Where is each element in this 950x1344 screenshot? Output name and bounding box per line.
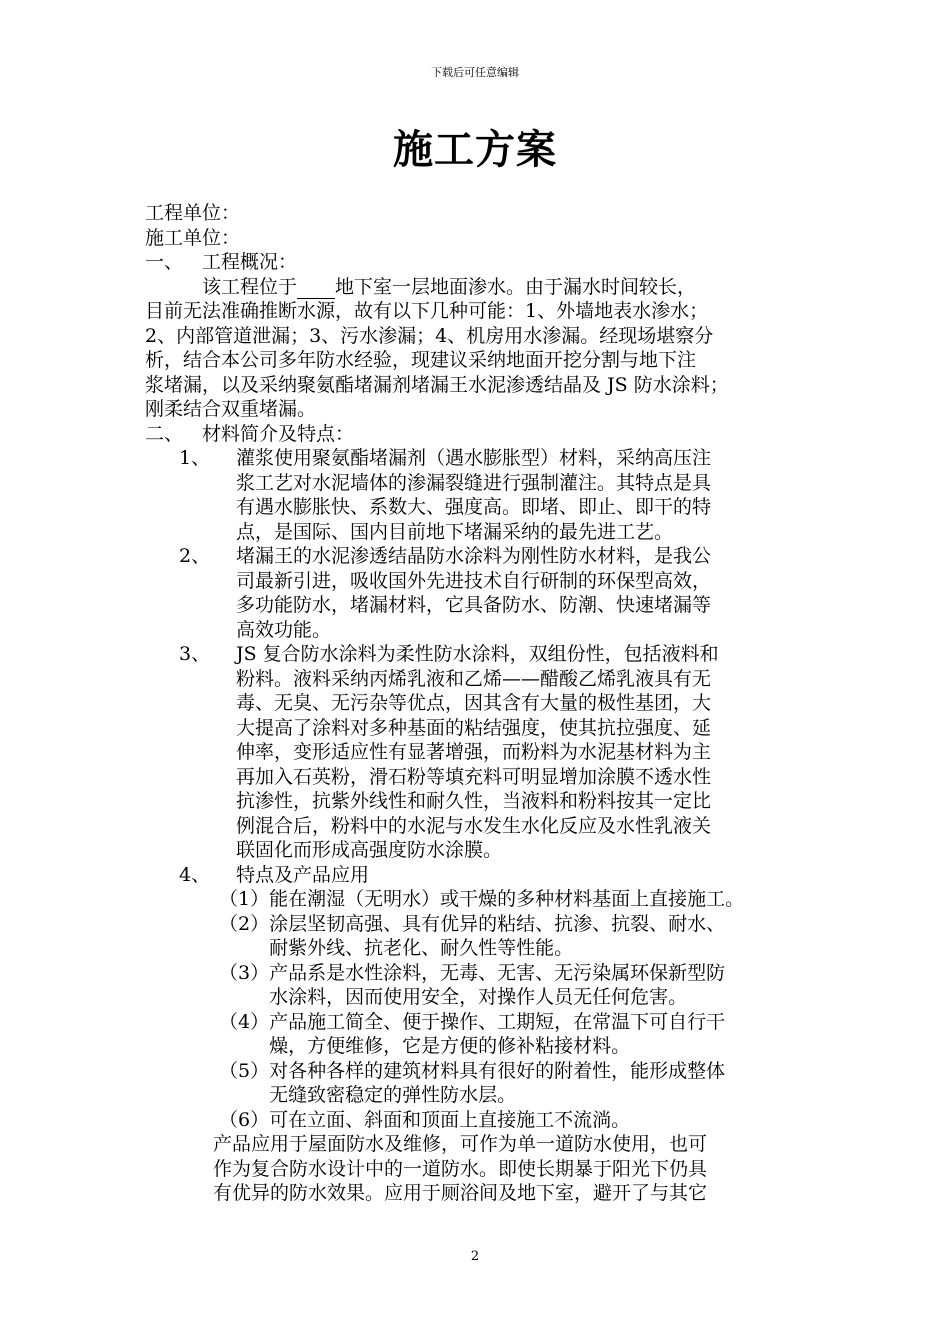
item-text xyxy=(236,642,820,863)
text-line: 对各种各样的建筑材料具有很好的附着性，能形成整体 xyxy=(269,1059,726,1082)
item-text xyxy=(236,544,820,642)
text-line: 作为复合防水设计中的一道防水。即使长期暴于阳光下仍具 xyxy=(213,1157,708,1180)
text-line: 抗渗性，抗紫外线性和耐久性，当液料和粉料按其一定比 xyxy=(236,790,712,812)
text-line: 耐紫外线、抗老化、耐久性等性能。 xyxy=(269,937,574,959)
text-line: 有遇水膨胀快、系数大、强度高。即堵、即止、即干的特 xyxy=(236,496,712,518)
text-line: 多功能防水，堵漏材料，它具备防水、防潮、快速堵漏等 xyxy=(236,594,712,616)
item-text xyxy=(236,446,820,544)
text-line: 能在潮湿（无明水）或干燥的多种材料基面上直接施工。 xyxy=(269,888,745,910)
paragraph-line: 2、内部管道泄漏；3、污水渗漏；4、机房用水渗漏。经现场堪察分 xyxy=(145,324,714,347)
list-item xyxy=(145,863,820,888)
page-number: 2 xyxy=(470,1249,480,1264)
text-line: 水涂料，因而使用安全，对操作人员无任何危害。 xyxy=(269,986,688,1008)
closing-paragraph xyxy=(145,1132,820,1206)
document-body xyxy=(145,201,820,1206)
item-text xyxy=(269,1010,820,1059)
text-line: 大提高了涂料对多种基面的粘结强度，使其抗拉强度、延 xyxy=(236,716,712,739)
sub-list-item xyxy=(145,887,820,912)
item-text xyxy=(236,863,820,888)
list-item xyxy=(145,544,820,642)
list-item xyxy=(145,642,820,863)
numbered-list xyxy=(145,446,820,887)
item-number: 4、 xyxy=(179,863,211,886)
text-line: 灌浆使用聚氨酯堵漏剂（遇水膨胀型）材料，采纳高压注 xyxy=(236,447,712,469)
item-number: （4） xyxy=(219,1010,270,1033)
text-line: 燥，方便维修，它是方便的修补粘接材料。 xyxy=(269,1035,631,1057)
text-line: 联固化而形成高强度防水涂膜。 xyxy=(236,839,503,861)
item-text xyxy=(269,912,820,961)
text-line: 浆工艺对水泥墙体的渗漏裂缝进行强制灌注。其特点是具 xyxy=(236,471,712,494)
text-line: 有优异的防水效果。应用于厕浴间及地下室，避开了与其它 xyxy=(213,1182,708,1204)
sub-list-item xyxy=(145,961,820,1010)
item-text xyxy=(269,887,820,912)
section-number: 一、 xyxy=(145,251,184,273)
text-line: 点，是国际、国内目前地下堵漏采纳的最先进工艺。 xyxy=(236,520,674,543)
paragraph-line: 目前无法准确推断水源，故有以下几种可能：1、外墙地表水渗水； xyxy=(145,300,709,322)
construction-unit-field: 施工单位： xyxy=(145,226,241,249)
text-line: 粉料。液料采纳丙烯乳液和乙烯——醋酸乙烯乳液具有无 xyxy=(236,667,712,690)
text-line: 伸率，变形适应性有显著增强，而粉料为水泥基材料为主 xyxy=(236,741,712,763)
section-heading-2 xyxy=(145,422,820,447)
item-text xyxy=(269,961,820,1010)
text-line: 司最新引进，吸收国外先进技术自行研制的环保型高效， xyxy=(236,569,712,592)
section-title: 材料简介及特点： xyxy=(202,422,355,445)
paragraph-line: 该工程位于 地下室一层地面渗水。由于漏水时间较长， xyxy=(202,275,697,298)
text-line: 产品系是水性涂料，无毒、无害、无污染属环保新型防 xyxy=(269,961,726,984)
section-heading-1 xyxy=(145,250,820,275)
text-line: 特点及产品应用 xyxy=(236,863,370,886)
text-line: 涂层坚韧高强、具有优异的粘结、抗渗、抗裂、耐水、 xyxy=(269,912,726,935)
text-line: 无缝致密稳定的弹性防水层。 xyxy=(269,1084,517,1106)
item-number: 2、 xyxy=(179,545,211,567)
page-header: 下载后可任意编辑 xyxy=(431,66,519,79)
paragraph-line: 刚柔结合双重堵漏。 xyxy=(145,398,317,420)
text-line: 产品施工简全、便于操作、工期短，在常温下可自行干 xyxy=(269,1010,726,1033)
paragraph-line: 浆堵漏，以及采纳聚氨酯堵漏剂堵漏王水泥渗透结晶及 JS 防水涂料； xyxy=(145,373,729,396)
text-line: 再加入石英粉，滑石粉等填充料可明显增加涂膜不透水性 xyxy=(236,765,712,788)
sub-list-item xyxy=(145,1059,820,1108)
document-title: 施工方案 xyxy=(393,126,557,173)
text-line: 毒、无臭、无污杂等优点，因其含有大量的极性基团，大 xyxy=(236,692,712,714)
text-line: JS 复合防水涂料为柔性防水涂料，双组份性，包括液料和 xyxy=(236,643,719,665)
item-number: （6） xyxy=(219,1108,270,1131)
item-number: （5） xyxy=(219,1059,270,1082)
text-line: 产品应用于屋面防水及维修，可作为单一道防水使用，也可 xyxy=(213,1133,708,1155)
project-unit-field: 工程单位： xyxy=(145,202,241,224)
sub-list xyxy=(145,887,820,1132)
item-number: 3、 xyxy=(179,643,211,665)
item-number: 1、 xyxy=(179,447,211,469)
text-line: 高效功能。 xyxy=(236,618,332,641)
section-title: 工程概况： xyxy=(202,251,298,273)
list-item xyxy=(145,446,820,544)
item-number: （1） xyxy=(219,888,270,910)
section-number: 二、 xyxy=(145,422,184,445)
text-line: 可在立面、斜面和顶面上直接施工不流淌。 xyxy=(269,1108,631,1131)
text-line: 例混合后，粉料中的水泥与水发生水化反应及水性乳液关 xyxy=(236,814,712,837)
text-line: 堵漏王的水泥渗透结晶防水涂料为刚性防水材料，是我公 xyxy=(236,545,712,567)
sub-list-item xyxy=(145,1108,820,1133)
sub-list-item xyxy=(145,1010,820,1059)
item-text xyxy=(269,1059,820,1108)
paragraph-line: 析，结合本公司多年防水经验，现建议采纳地面开挖分割与地下注 xyxy=(145,349,697,371)
item-number: （2） xyxy=(219,912,270,935)
item-number: （3） xyxy=(219,961,270,984)
blank-underline xyxy=(297,278,335,299)
item-text xyxy=(269,1108,820,1133)
sub-list-item xyxy=(145,912,820,961)
